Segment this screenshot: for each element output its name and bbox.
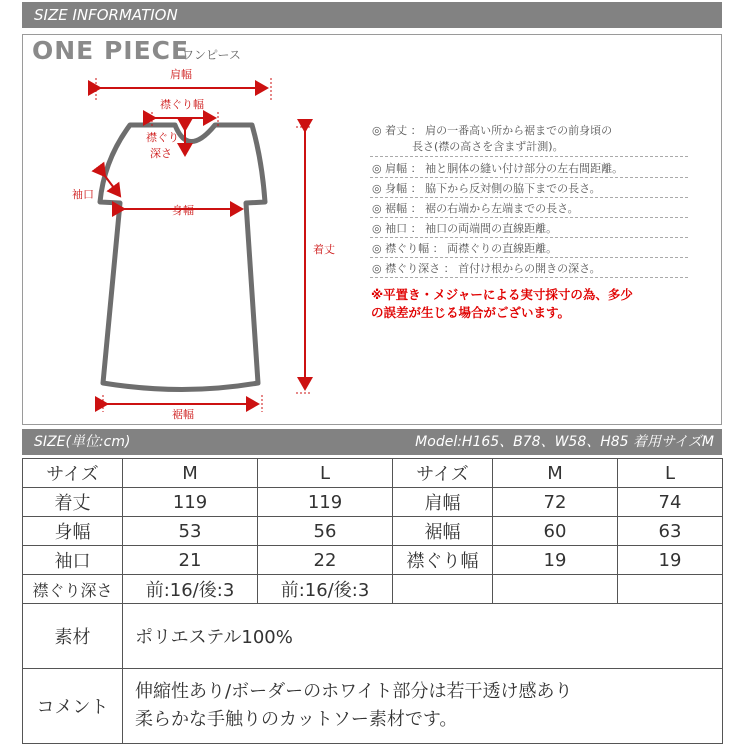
- measurement-note-1: ※平置き・メジャーによる実寸採寸の為、多少: [371, 287, 633, 302]
- size-unit-label: SIZE(単位:cm): [34, 434, 131, 450]
- table-cell: 119: [123, 488, 258, 517]
- label-hem: 裾幅: [172, 408, 194, 421]
- divider: [370, 277, 688, 278]
- table-cell: M: [123, 459, 258, 488]
- comment-value: [123, 669, 723, 744]
- table-cell: [493, 575, 618, 604]
- comment-row: [23, 669, 723, 744]
- table-cell: 63: [618, 517, 723, 546]
- label-neck-width: 襟ぐり幅: [160, 98, 204, 111]
- size-information-header: [22, 2, 722, 28]
- label-neck-depth-2: 深さ: [150, 147, 172, 160]
- table-cell: 身幅: [23, 517, 123, 546]
- divider: [370, 197, 688, 198]
- table-cell: 60: [493, 517, 618, 546]
- table-cell: 19: [618, 546, 723, 575]
- divider: [370, 177, 688, 178]
- table-cell: 袖口: [23, 546, 123, 575]
- size-table: [22, 458, 723, 744]
- table-cell: サイズ: [23, 459, 123, 488]
- comment-line-2: 柔らかな手触りのカットソー素材です。: [135, 709, 458, 730]
- table-cell: [618, 575, 723, 604]
- table-cell: 74: [618, 488, 723, 517]
- table-cell: 裾幅: [393, 517, 493, 546]
- table-cell: 72: [493, 488, 618, 517]
- table-cell: L: [618, 459, 723, 488]
- table-cell: 前:16/後:3: [258, 575, 393, 604]
- table-row: [23, 546, 723, 575]
- model-info: Model:H165、B78、W58、H85 着用サイズM: [415, 434, 714, 450]
- table-cell: 前:16/後:3: [123, 575, 258, 604]
- label-shoulder: 肩幅: [170, 68, 192, 81]
- definition-length-cont: 長さ(襟の高さを含まず計測)。: [412, 140, 564, 153]
- comment-label: コメント: [23, 669, 123, 744]
- table-row: [23, 575, 723, 604]
- label-body-width: 身幅: [172, 204, 194, 217]
- size-unit-bar: [22, 429, 722, 455]
- table-cell: 肩幅: [393, 488, 493, 517]
- product-name: ONE PIECE: [32, 36, 190, 65]
- definition-shoulder: ◎ 肩幅 ： 袖と胴体の縫い付け部分の左右間距離。: [372, 162, 624, 175]
- label-neck-depth-1: 襟ぐり: [146, 131, 179, 144]
- table-cell: 襟ぐり幅: [393, 546, 493, 575]
- comment-line-1: 伸縮性あり/ボーダーのホワイト部分は若干透け感あり: [135, 681, 573, 702]
- table-cell: L: [258, 459, 393, 488]
- definition-body-width: ◎ 身幅 ： 脇下から反対側の脇下までの長さ。: [372, 182, 601, 195]
- label-length: 着丈: [313, 243, 335, 256]
- table-cell: サイズ: [393, 459, 493, 488]
- table-cell: 21: [123, 546, 258, 575]
- table-row: [23, 488, 723, 517]
- definition-length: ◎ 着丈 ： 肩の一番高い所から裾までの前身頃の: [372, 124, 613, 137]
- label-cuff: 袖口: [72, 188, 94, 201]
- material-value: ポリエステル100%: [123, 604, 723, 669]
- table-cell: 56: [258, 517, 393, 546]
- divider: [370, 156, 688, 157]
- table-cell: 53: [123, 517, 258, 546]
- divider: [370, 217, 688, 218]
- table-cell: M: [493, 459, 618, 488]
- definition-neck-depth: ◎ 襟ぐり深さ ： 首付け根からの開きの深さ。: [372, 262, 601, 275]
- table-cell: 襟ぐり深さ: [23, 575, 123, 604]
- table-cell: 119: [258, 488, 393, 517]
- table-cell: 19: [493, 546, 618, 575]
- table-cell: 22: [258, 546, 393, 575]
- material-row: [23, 604, 723, 669]
- definition-cuff: ◎ 袖口 ： 袖口の両端間の直線距離。: [372, 222, 558, 235]
- divider: [370, 257, 688, 258]
- definition-hem: ◎ 裾幅 ： 裾の右端から左端までの長さ。: [372, 202, 579, 215]
- divider: [370, 237, 688, 238]
- table-cell: 着丈: [23, 488, 123, 517]
- definition-neck-width: ◎ 襟ぐり幅 ： 両襟ぐりの直線距離。: [372, 242, 558, 255]
- table-cell: [393, 575, 493, 604]
- measurement-note-2: の誤差が生じる場合がございます。: [371, 305, 571, 320]
- header-title: SIZE INFORMATION: [34, 6, 178, 24]
- material-label: 素材: [23, 604, 123, 669]
- table-row: [23, 517, 723, 546]
- product-name-jp: ワンピース: [182, 48, 241, 62]
- table-header-row: [23, 459, 723, 488]
